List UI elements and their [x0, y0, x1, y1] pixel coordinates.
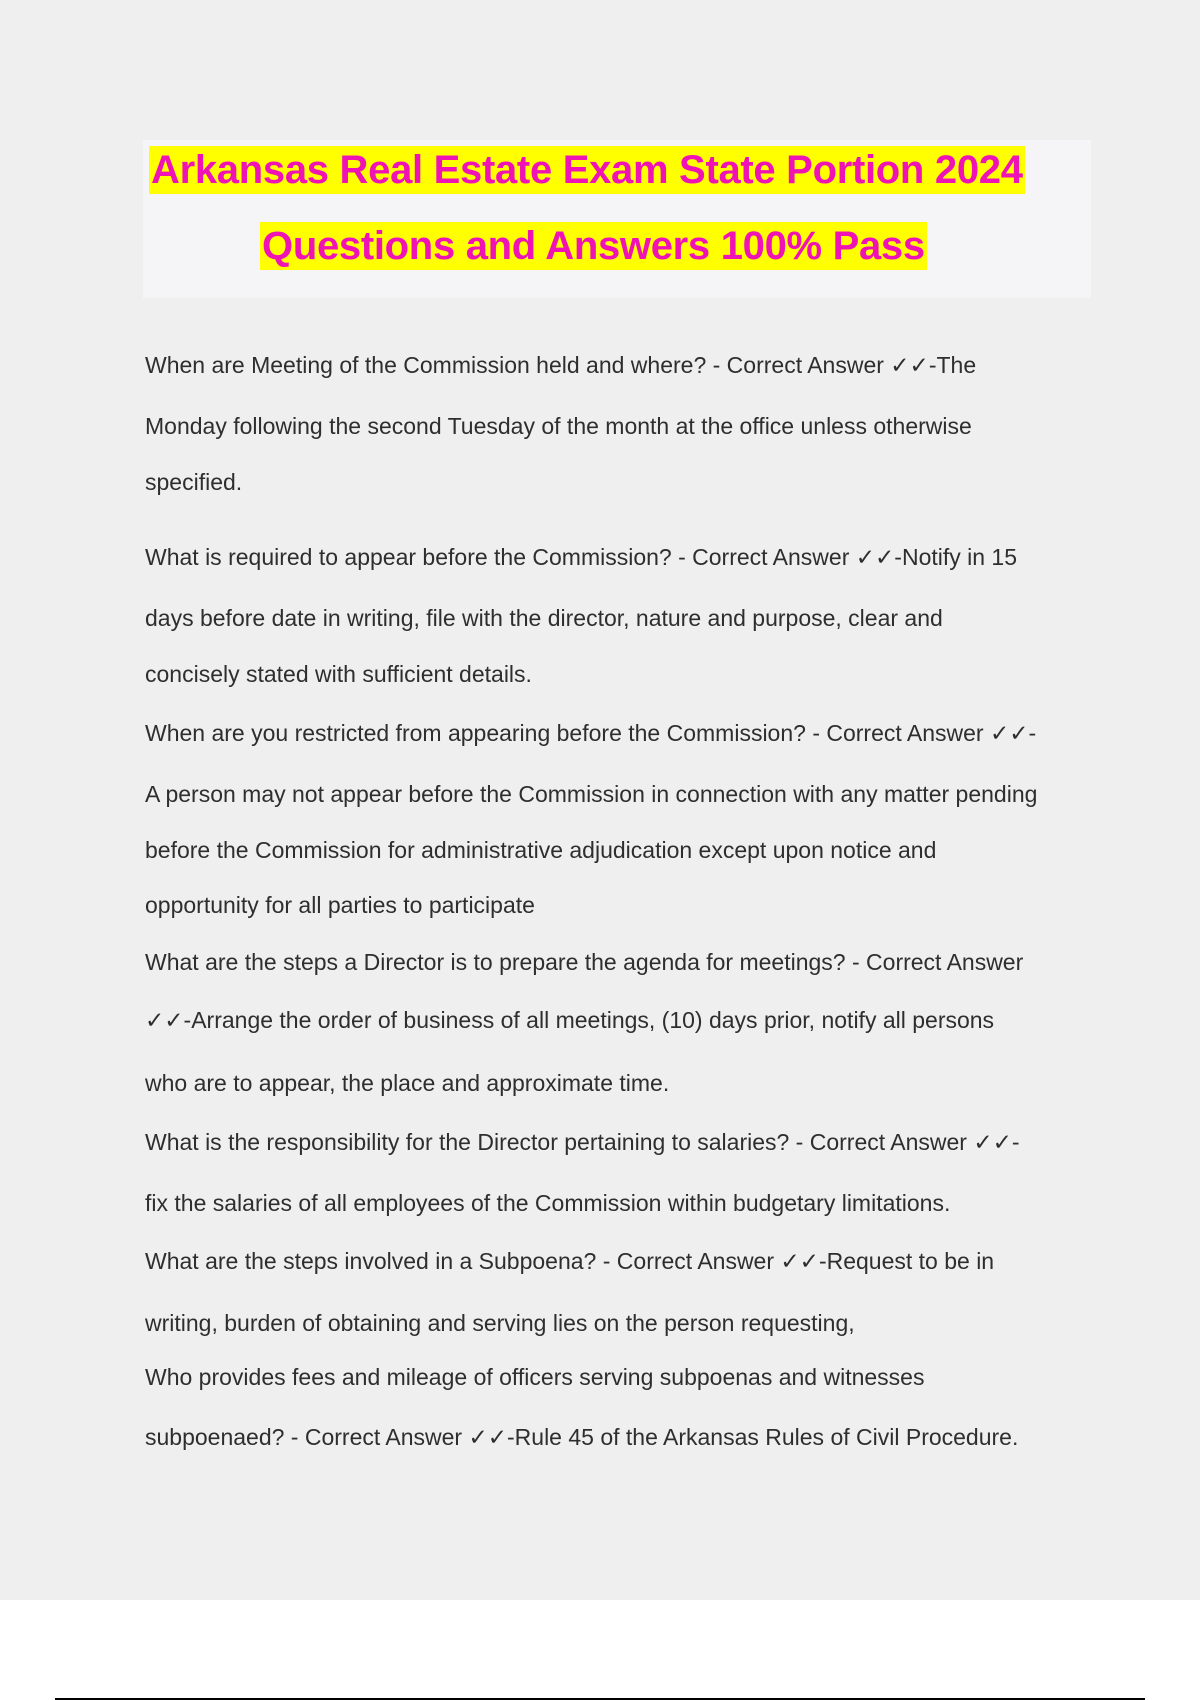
title-line-1: Arkansas Real Estate Exam State Portion 2024: [151, 148, 1023, 192]
qa-line: What are the steps a Director is to prepare the agenda for meetings? - Correct Answer: [145, 949, 1024, 975]
document-title: [143, 140, 1091, 298]
qa-line: fix the salaries of all employees of the Commission within budgetary limitations.: [145, 1190, 951, 1216]
qa-line: before the Commission for administrative adjudication except upon notice and: [145, 837, 937, 863]
qa-line: subpoenaed? - Correct Answer ✓✓-Rule 45 of the Arkansas Rules of Civil Procedure.: [145, 1424, 1019, 1450]
qa-line: writing, burden of obtaining and serving lies on the person requesting,: [145, 1310, 855, 1336]
qa-line: Monday following the second Tuesday of the month at the office unless otherwise: [145, 413, 972, 439]
qa-line: What are the steps involved in a Subpoena? - Correct Answer ✓✓-Request to be in: [145, 1248, 995, 1274]
qa-line: days before date in writing, file with the director, nature and purpose, clear and: [145, 605, 943, 631]
qa-line: When are Meeting of the Commission held and where? - Correct Answer ✓✓-The: [145, 352, 977, 378]
qa-line: When are you restricted from appearing before the Commission? - Correct Answer ✓✓-: [145, 720, 1037, 746]
qa-line: who are to appear, the place and approximate time.: [145, 1070, 670, 1096]
title-line-2: Questions and Answers 100% Pass: [262, 224, 925, 268]
qa-line: What is required to appear before the Commission? - Correct Answer ✓✓-Notify in 15: [145, 544, 1018, 570]
qa-line: ✓✓-Arrange the order of business of all meetings, (10) days prior, notify all persons: [145, 1007, 995, 1033]
qa-line: What is the responsibility for the Director pertaining to salaries? - Correct Answer ✓✓-: [145, 1129, 1020, 1155]
qa-line: specified.: [145, 469, 243, 495]
qa-line: A person may not appear before the Commission in connection with any matter pending: [145, 781, 1038, 807]
qa-line: concisely stated with sufficient details.: [145, 661, 532, 687]
qa-line: opportunity for all parties to participate: [145, 892, 535, 918]
qa-line: Who provides fees and mileage of officers serving subpoenas and witnesses: [145, 1364, 925, 1390]
